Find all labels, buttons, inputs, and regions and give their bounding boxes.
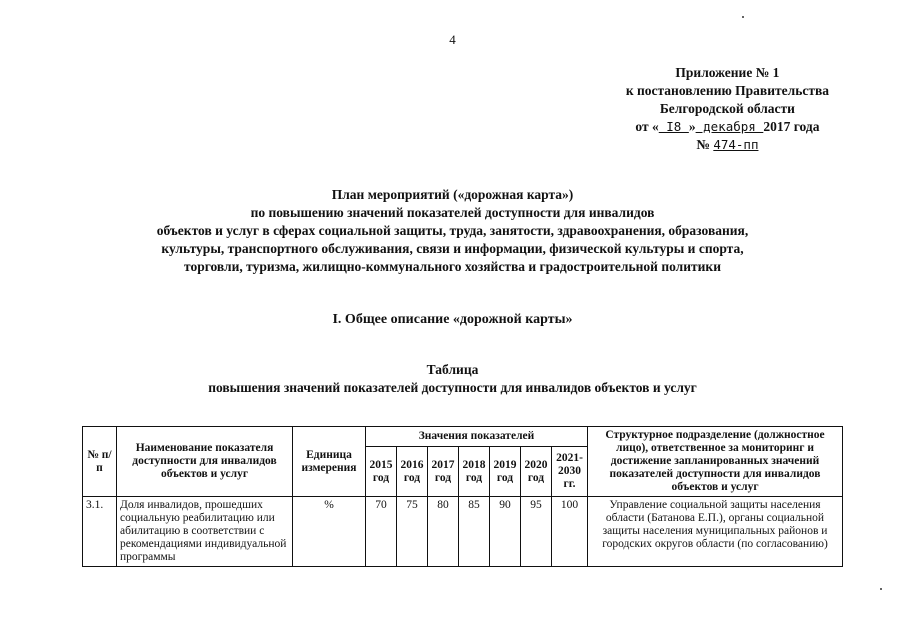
row-name: Доля инвалидов, прошедших социальную реабилитацию или абилитацию в соответствии с рекомендациями индивидуальной программы	[117, 497, 293, 567]
row-value: 80	[428, 497, 459, 567]
header-responsible: Структурное подразделение (должностное лицо), ответственное за мониторинг и достижение запланированных значений показателей доступности для инвалидов объектов и услуг	[588, 427, 843, 497]
header-year: 2017 год	[428, 447, 459, 497]
header-unit: Единица измерения	[293, 427, 366, 497]
header-name: Наименование показателя доступности для инвалидов объектов и услуг	[117, 427, 293, 497]
table-caption	[0, 361, 905, 397]
header-year: 2015 год	[366, 447, 397, 497]
header-year: 2018 год	[459, 447, 490, 497]
row-responsible: Управление социальной защиты населения области (Батанова Е.П.), органы социальной защиты населения муниципальных районов и городских округов области (по согласованию)	[588, 497, 843, 567]
row-value: 70	[366, 497, 397, 567]
table-row	[83, 497, 843, 567]
row-value: 100	[552, 497, 588, 567]
header-year: 2021-2030 гг.	[552, 447, 588, 497]
scan-speck	[742, 16, 744, 18]
appendix-block	[626, 64, 829, 154]
row-value: 85	[459, 497, 490, 567]
number-prefix: №	[696, 137, 714, 152]
row-unit: %	[293, 497, 366, 567]
date-month: декабря	[695, 119, 764, 134]
row-value: 75	[397, 497, 428, 567]
row-num: 3.1.	[83, 497, 117, 567]
header-year: 2016 год	[397, 447, 428, 497]
date-prefix: от «	[635, 119, 659, 134]
header-year: 2020 год	[521, 447, 552, 497]
header-num: № п/п	[83, 427, 117, 497]
title-line: План мероприятий («дорожная карта»)	[331, 187, 574, 202]
date-day: I8	[658, 119, 689, 134]
date-mid: »	[688, 119, 696, 134]
header-values-group: Значения показателей	[366, 427, 588, 447]
table-caption-subtitle: повышения значений показателей доступности для инвалидов объектов и услуг	[208, 380, 697, 395]
title-line: по повышению значений показателей доступности для инвалидов	[250, 205, 655, 220]
page-number: 4	[449, 32, 456, 47]
section-heading: I. Общее описание «дорожной карты»	[332, 312, 573, 327]
date-year: 2017 года	[763, 119, 820, 134]
appendix-title: Приложение № 1	[675, 65, 780, 80]
title-line: культуры, транспортного обслуживания, связи и информации, физической культуры и спорта,	[161, 241, 744, 256]
table-caption-title: Таблица	[426, 362, 479, 377]
title-line: торговли, туризма, жилищно-коммунального хозяйства и градостроительной политики	[183, 259, 721, 274]
indicators-table	[82, 426, 843, 567]
title-line: объектов и услуг в сферах социальной защиты, труда, занятости, здравоохранения, образования,	[156, 223, 749, 238]
table-header-row	[83, 427, 843, 447]
row-value: 90	[490, 497, 521, 567]
appendix-region: Белгородской области	[659, 101, 795, 116]
header-year: 2019 год	[490, 447, 521, 497]
scan-speck	[880, 588, 882, 590]
appendix-number	[626, 136, 829, 154]
appendix-resolution: к постановлению Правительства	[625, 83, 829, 98]
appendix-date	[626, 118, 829, 136]
row-value: 95	[521, 497, 552, 567]
document-title	[0, 186, 905, 276]
number-value: 474-пп	[713, 137, 759, 152]
